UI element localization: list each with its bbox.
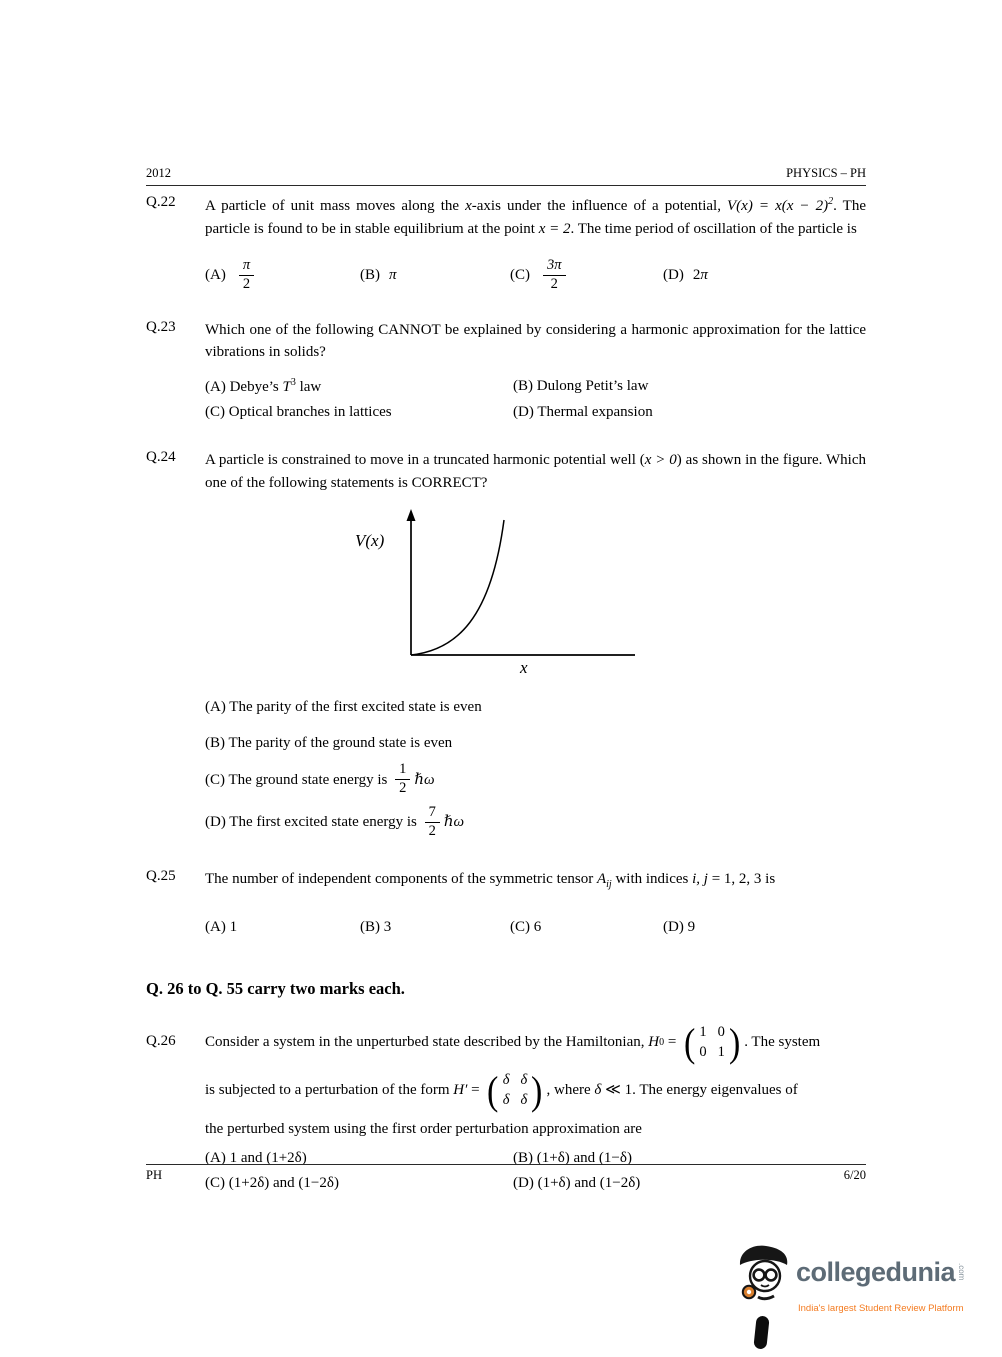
option-label: (B) (360, 267, 380, 284)
text-run: . The time period of oscillation of the particle is (570, 220, 857, 237)
variable: x = 2 (538, 220, 571, 237)
potential-well-plot (403, 508, 643, 673)
matrix-entry: δ (502, 1072, 510, 1089)
collegedunia-mascot-icon (738, 1243, 790, 1301)
equals-sign: = (664, 1034, 681, 1051)
tensor-indices: ij (606, 879, 612, 891)
question-22 (146, 194, 866, 293)
question-text (205, 194, 866, 240)
option-a (205, 696, 866, 719)
question-25 (146, 868, 866, 939)
option-text: (C) 6 (510, 919, 542, 936)
corner-ink-mark (753, 1315, 769, 1349)
option-d (513, 402, 866, 424)
perturbation-matrix (486, 1067, 543, 1113)
question-number: Q.24 (146, 449, 176, 466)
option-a (205, 258, 360, 293)
option-c (510, 258, 663, 293)
hamiltonian-symbol: H (648, 1034, 660, 1051)
question-text-line3: the perturbed system using the first order perturbation approximation are (205, 1120, 642, 1137)
fraction (425, 805, 440, 840)
identity-matrix (683, 1019, 741, 1065)
q23-options (205, 376, 866, 424)
q22-options (205, 258, 866, 293)
collegedunia-logo (738, 1243, 988, 1314)
option-text: (B) (1+δ) and (1−δ) (513, 1150, 632, 1167)
option-label: (B) (513, 377, 537, 394)
variable: T (282, 378, 291, 395)
option-label: (D) (663, 267, 684, 284)
section-note: Q. 26 to Q. 55 carry two marks each. (146, 978, 405, 998)
logo-com-text: .com (957, 1263, 967, 1281)
text-run: Dulong Petit’s law (536, 377, 649, 394)
text-run: Optical branches in lattices (228, 403, 392, 420)
close-paren: ) (531, 1067, 543, 1113)
delta-symbol: δ (594, 1082, 602, 1099)
option-b (360, 916, 510, 939)
figure-x-axis-label: x (520, 658, 528, 678)
fraction-denominator: 2 (242, 275, 251, 292)
close-paren: ) (728, 1019, 741, 1065)
option-a (205, 916, 360, 939)
question-number: Q.26 (146, 1032, 176, 1049)
question-number: Q.25 (146, 868, 176, 885)
text-run: with indices (611, 871, 693, 888)
variable: x > 0 (644, 452, 677, 469)
question-body (205, 449, 866, 840)
fraction-numerator: 7 (425, 805, 440, 823)
option-b (205, 732, 866, 755)
text-run: . The system (744, 1034, 821, 1051)
matrix-entry: δ (520, 1091, 528, 1108)
header-subject: PHYSICS – PH (786, 166, 866, 180)
question-body (205, 868, 866, 939)
option-text: (D) (1+δ) and (1−2δ) (513, 1174, 641, 1191)
text-run: is subjected to a perturbation of the form (205, 1082, 454, 1099)
text-run: ) as shown in the figure. Which one of the following statements is CORRECT? (205, 452, 867, 491)
page-footer (146, 1164, 866, 1183)
option-text: (A) 1 and (1+2δ) (205, 1150, 307, 1167)
hbar-omega: ℏω (443, 814, 465, 831)
formula-exponent: 2 (828, 196, 834, 207)
exponent: 3 (290, 376, 296, 388)
option-c (205, 762, 866, 797)
matrix-entry: δ (520, 1072, 528, 1089)
option-d (663, 916, 695, 939)
question-text (205, 868, 866, 892)
text-run: , where (546, 1082, 595, 1099)
header-year: 2012 (146, 166, 171, 180)
question-body (205, 319, 866, 424)
text-run: ≪ 1. The energy eigenvalues of (601, 1082, 798, 1099)
option-value: π (389, 267, 397, 284)
q24-figure (355, 508, 655, 676)
matrix-entries (500, 1071, 531, 1110)
fraction-numerator: π (239, 258, 254, 276)
text-run: . The particle is found to be in stable equilibrium at the point (205, 198, 866, 237)
variable: x (465, 198, 472, 214)
option-value: π (700, 267, 708, 284)
fraction-denominator: 2 (428, 823, 436, 840)
option-b (360, 264, 510, 287)
footer-page-number: 6/20 (843, 1168, 866, 1182)
formula: V(x) = x(x − 2) (727, 198, 829, 214)
perturbation-symbol: H′ (453, 1082, 468, 1099)
option-c (205, 402, 513, 424)
fraction-denominator: 2 (550, 275, 558, 292)
option-coeff: 2 (692, 267, 701, 284)
fraction-denominator: 2 (399, 780, 407, 797)
fraction (395, 762, 410, 797)
open-paren: ( (487, 1067, 499, 1113)
option-d (663, 264, 708, 287)
text-run: A particle is constrained to move in a truncated harmonic potential well ( (205, 452, 645, 469)
option-text: (A) The parity of the first excited state is even (205, 699, 482, 716)
option-b (513, 376, 866, 399)
question-number: Q.22 (146, 194, 176, 210)
question-text-line2 (205, 1067, 866, 1115)
figure-y-axis-label: V(x) (355, 531, 385, 551)
question-number: Q.23 (146, 318, 176, 335)
text-run: The number of independent components of the symmetric tensor (205, 871, 597, 888)
potential-curve (411, 520, 504, 655)
option-text: (B) The parity of the ground state is even (205, 734, 453, 751)
text-run: -axis under the influence of a potential, (471, 198, 728, 214)
fraction-numerator: 3π (543, 258, 566, 276)
footer-subject-code: PH (146, 1168, 162, 1182)
option-text: (B) 3 (360, 919, 392, 936)
option-a (205, 376, 513, 399)
tensor-symbol: A (596, 871, 607, 888)
text-run: A particle of unit mass moves along the (205, 198, 466, 214)
option-text: (C) (1+2δ) and (1−2δ) (205, 1174, 339, 1191)
matrix-entry: 0 (717, 1024, 725, 1041)
text-run: law (295, 378, 322, 395)
text-run: = 1, 2, 3 is (707, 871, 776, 888)
equals-sign: = (467, 1082, 484, 1099)
hbar-omega: ℏω (414, 771, 435, 788)
matrix-entry: 1 (717, 1043, 725, 1060)
fraction (239, 258, 254, 293)
matrix-entry: 0 (699, 1043, 707, 1060)
open-paren: ( (684, 1019, 696, 1065)
option-label: (A) (205, 378, 230, 395)
text-run: Debye’s (229, 378, 283, 395)
text-run: Thermal expansion (537, 403, 653, 420)
page-content (146, 166, 866, 1195)
option-label: (A) (205, 267, 226, 284)
question-24 (146, 449, 866, 840)
question-text (205, 449, 866, 494)
question-body (205, 194, 866, 293)
text-run: Consider a system in the unperturbed state described by the Hamiltonian, (205, 1034, 649, 1051)
option-text: (A) 1 (205, 919, 238, 936)
index-variables: i, j (692, 871, 708, 888)
logo-row (738, 1243, 988, 1301)
option-label: (C) (205, 403, 229, 420)
question-text-line1 (205, 1019, 866, 1067)
logo-wordmark: collegedunia (796, 1256, 956, 1287)
fraction (543, 258, 566, 293)
option-label: (C) (510, 267, 530, 284)
option-text: (C) The ground state energy is (205, 771, 392, 788)
matrix-entry: 1 (699, 1024, 707, 1041)
logo-tagline: India's largest Student Review Platform (798, 1303, 964, 1314)
matrix-entry: δ (502, 1091, 510, 1108)
option-text: (D) The first excited state energy is (205, 814, 421, 831)
question-23 (146, 319, 866, 424)
matrix-entries (696, 1023, 728, 1062)
fraction-numerator: 1 (395, 762, 410, 780)
option-label: (D) (513, 403, 538, 420)
hamiltonian-subscript: 0 (659, 1037, 665, 1049)
option-d (205, 805, 866, 840)
option-text: (D) 9 (663, 919, 696, 936)
q25-options (205, 916, 866, 939)
option-c (510, 916, 663, 939)
question-text: Which one of the following CANNOT be explained by considering a harmonic approximation for the lattice vibrations in solids? (205, 321, 866, 361)
page-header (146, 166, 866, 186)
